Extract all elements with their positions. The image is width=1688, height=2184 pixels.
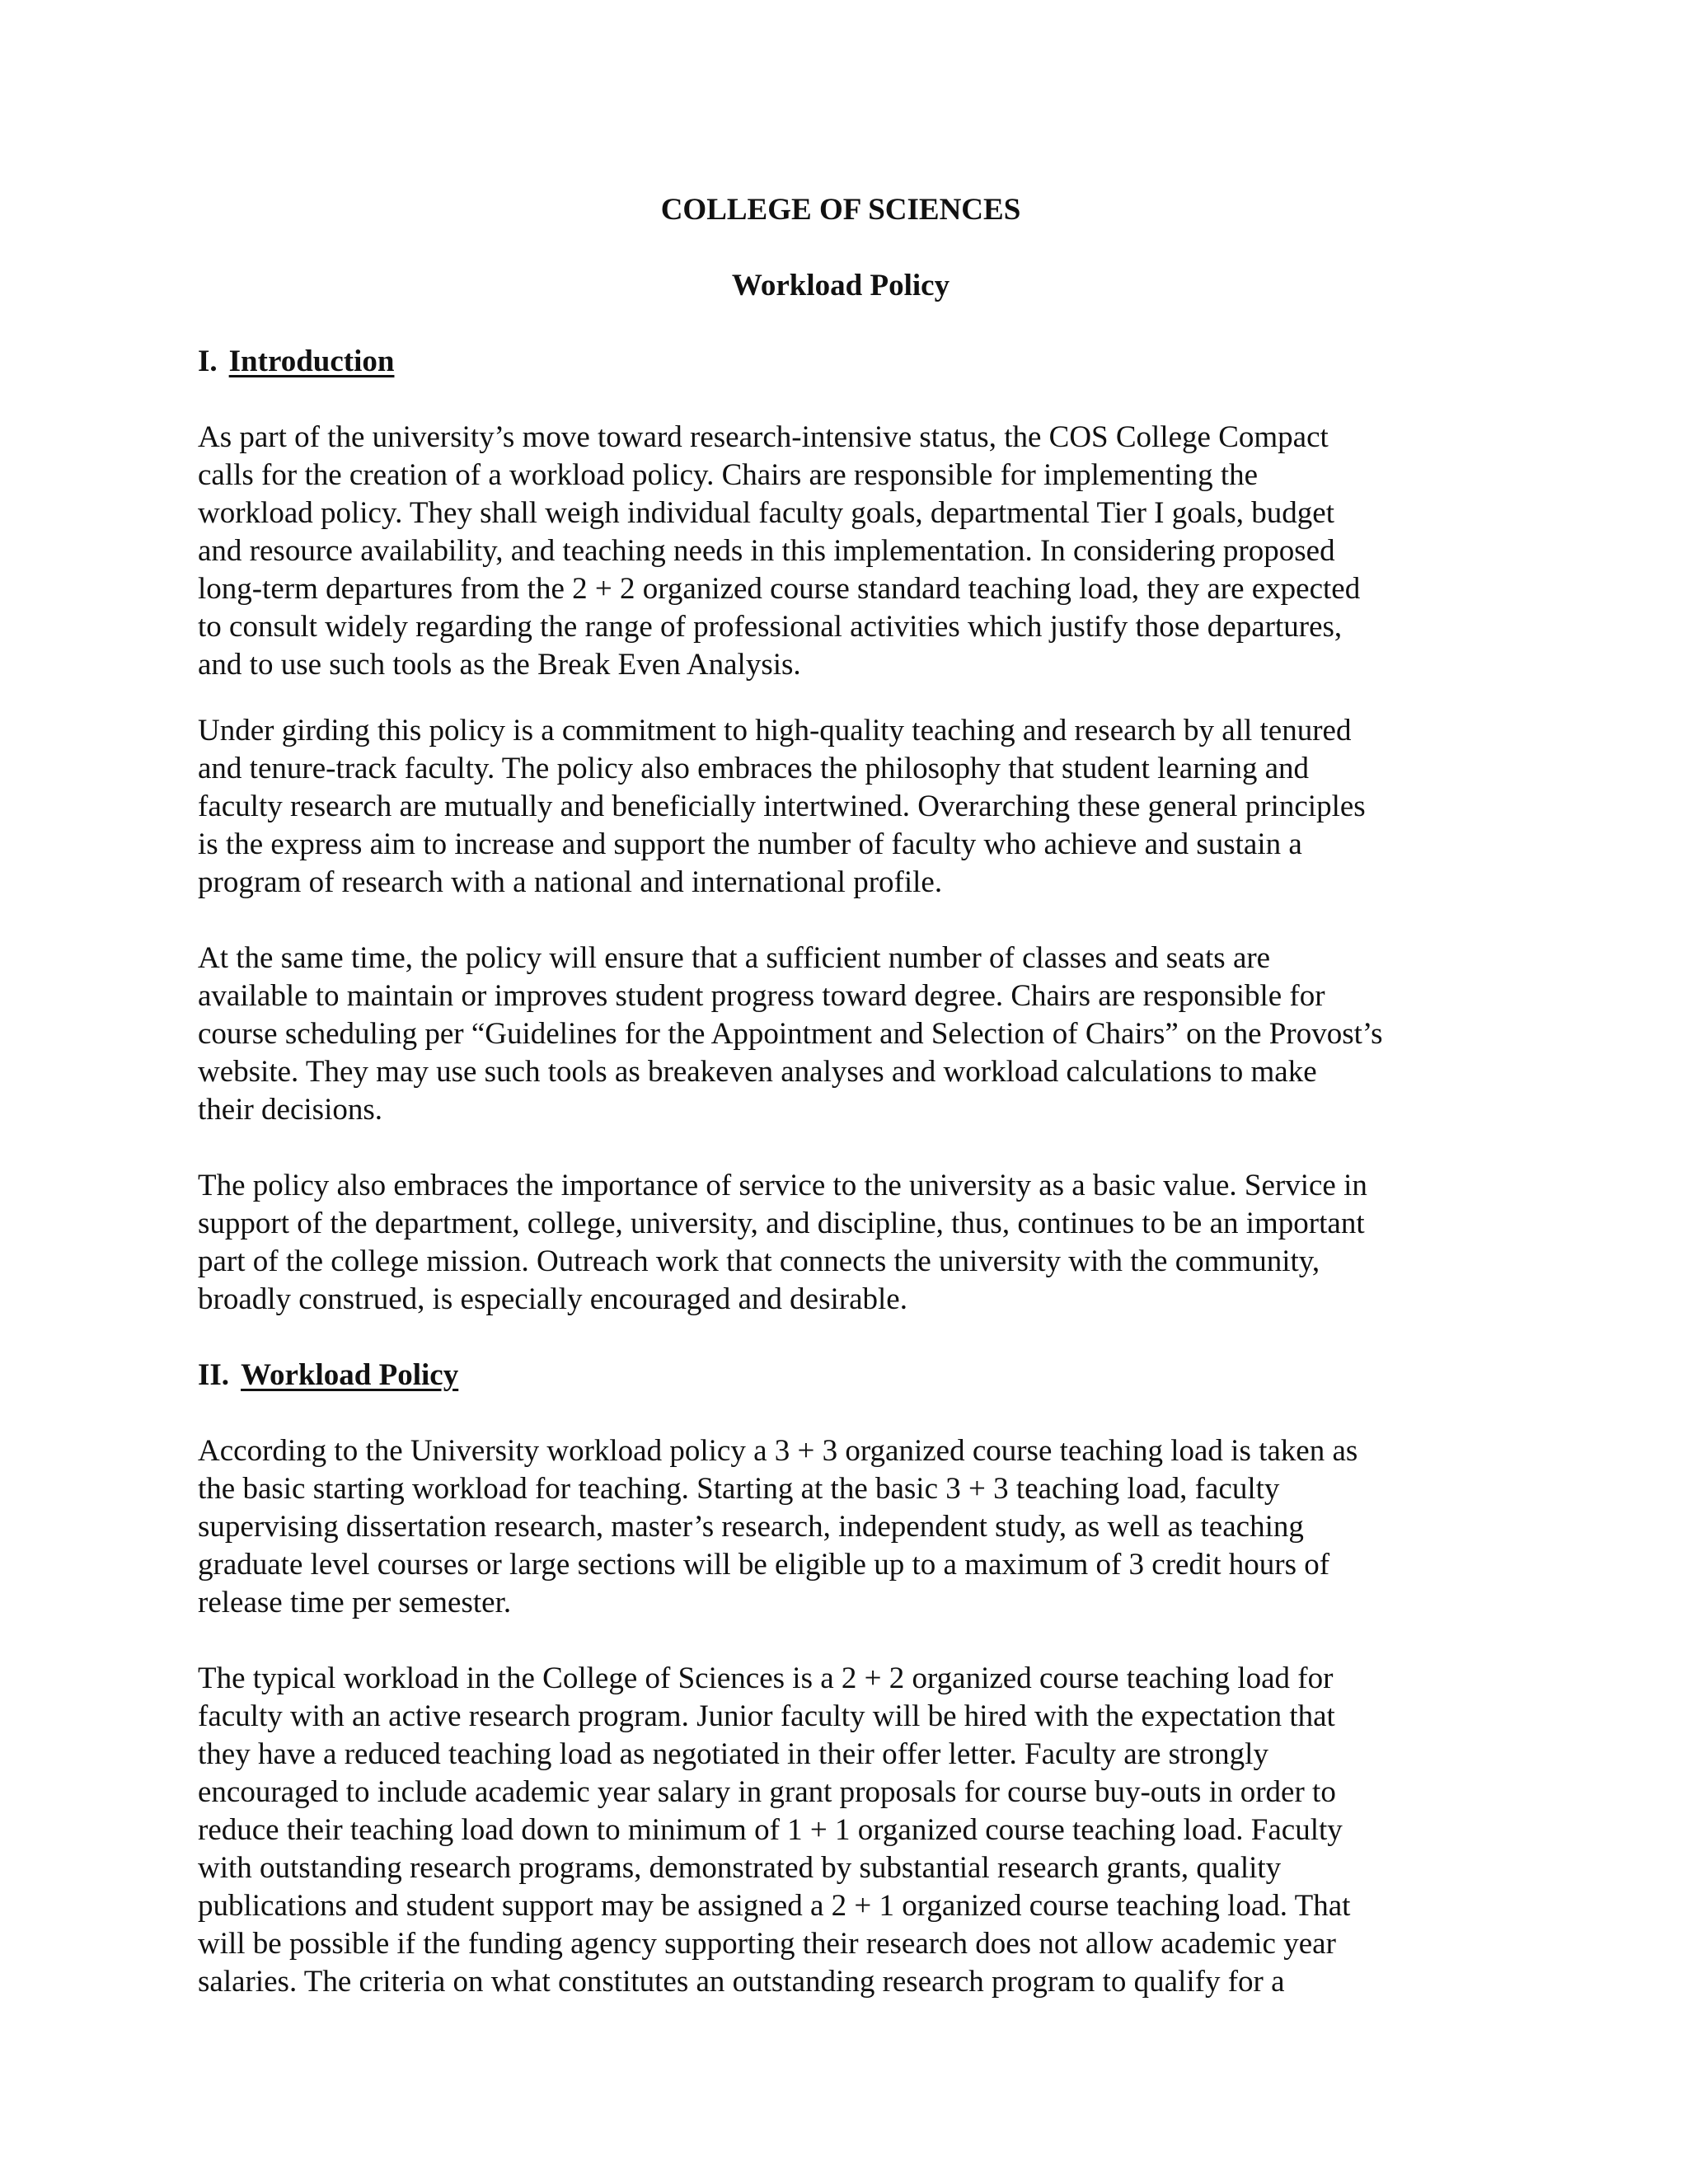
section-heading-workload-policy xyxy=(198,1357,1500,1394)
paragraph: According to the University workload policy a 3 + 3 organized course teaching load is taken as the basic starting workload for teaching. Starting at the basic 3 + 3 teaching load, faculty supervising dissertation research, master’s research, independent study, as well as teaching graduate level courses or large sections will be eligible up to a maximum of 3 credit hours of release time per semester. xyxy=(198,1434,1358,1619)
section-title: Workload Policy xyxy=(241,1358,459,1392)
paragraph: Under girding this policy is a commitment to high-quality teaching and research by all tenured and tenure-track faculty. The policy also embraces the philosophy that student learning and faculty research are mutually and beneficially intertwined. Overarching these general principles is the express aim to increase and support the number of faculty who achieve and sustain a program of research with a national and international profile. xyxy=(198,714,1366,899)
paragraph: At the same time, the policy will ensure that a sufficient number of classes and seats are available to maintain or improves student progress toward degree. Chairs are responsible for course scheduling per “Guidelines for the Appointment and Selection of Chairs” on the Provost’s website. They may use such tools as breakeven analyses and workload calculations to make their decisions. xyxy=(198,941,1383,1127)
document-subtitle: Workload Policy xyxy=(731,269,950,302)
section-number: I. xyxy=(198,344,218,378)
paragraph: The typical workload in the College of Sciences is a 2 + 2 organized course teaching load for faculty with an active research program. Junior faculty will be hired with the expectation that they have a reduced teaching load as negotiated in their offer letter. Faculty are strongly encouraged to include academic year salary in grant proposals for course buy-outs in order to reduce their teaching load down to minimum of 1 + 1 organized course teaching load. Faculty with outstanding research programs, demonstrated by substantial research grants, quality publications and student support may be assigned a 2 + 1 organized course teaching load. That will be possible if the funding agency supporting their research does not allow academic year salaries. The criteria on what constitutes an outstanding research program to qualify for a xyxy=(198,1661,1351,1999)
section-heading-introduction xyxy=(198,343,1500,381)
section-number: II. xyxy=(198,1358,230,1392)
document-body xyxy=(198,191,1500,2001)
document-title: COLLEGE OF SCIENCES xyxy=(660,193,1021,227)
paragraph: The policy also embraces the importance of service to the university as a basic value. Service in support of the department, college, university, and discipline, thus, continues to be an important part of the college mission. Outreach work that connects the university with the community, broadly construed, is especially encouraged and desirable. xyxy=(198,1169,1367,1316)
section-title: Introduction xyxy=(228,344,395,378)
paragraph: As part of the university’s move toward research-intensive status, the COS College Compact calls for the creation of a workload policy. Chairs are responsible for implementing the workload policy. They shall weigh individual faculty goals, departmental Tier I goals, budget and resource availability, and teaching needs in this implementation. In considering proposed long-term departures from the 2 + 2 organized course standard teaching load, they are expected to consult widely regarding the range of professional activities which justify those departures, and to use such tools as the Break Even Analysis. xyxy=(198,420,1361,682)
